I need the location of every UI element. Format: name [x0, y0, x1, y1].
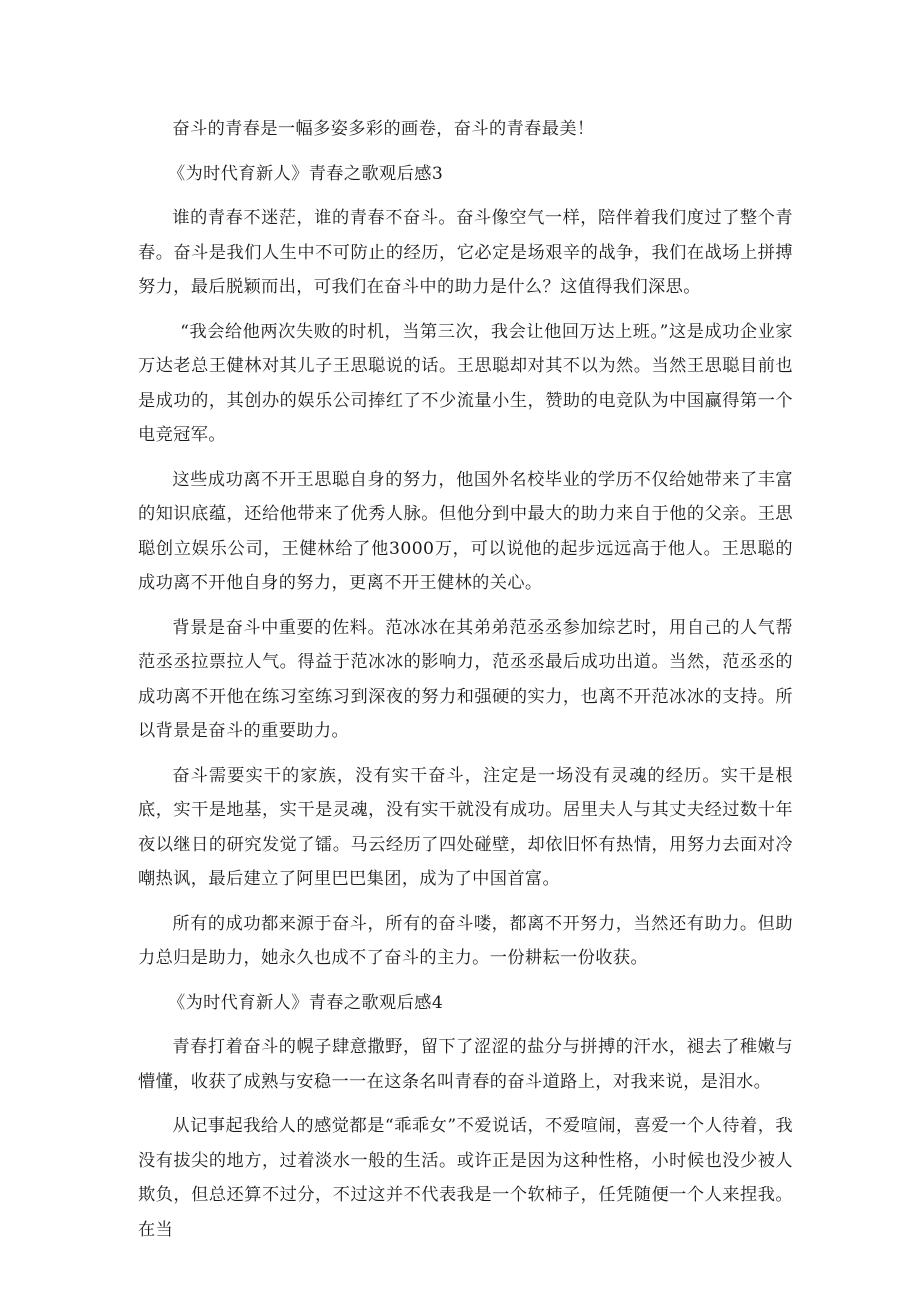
essay-heading-3: 《为时代育新人》青春之歌观后感3 — [168, 163, 444, 184]
essay-heading-4: 《为时代育新人》青春之歌观后感4 — [168, 992, 444, 1013]
paragraph: 所有的成功都来源于奋斗，所有的奋斗喽，都离不开努力，当然还有助力。但助力总归是助力，她永久也成不了奋斗的主力。一份耕耘一份收获。 — [138, 913, 793, 968]
paragraph: 奋斗需要实干的家族，没有实干奋斗，注定是一场没有灵魂的经历。实干是根底，实干是地基，实干是灵魂，没有实干就没有成功。居里夫人与其丈夫经过数十年夜以继日的研究发觉了镭。马云经历了四处碰壁，却依旧怀有热情，用努力去面对冷嘲热讽，最后建立了阿里巴巴集团，成为了中国首富。 — [138, 765, 793, 889]
paragraph-quote: “我会给他两次失败的时机，当第三次，我会让他回万达上班。”这是成功企业家万达老总王健林对其儿子王思聪说的话。王思聪却对其不以为然。当然王思聪目前也是成功的，其创办的娱乐公司捧红了不少流量小生，赞助的电竞队为中国赢得第一个电竞冠军。 — [138, 321, 793, 445]
paragraph-closing-line: 奋斗的青春是一幅多姿多彩的画卷，奋斗的青春最美！ — [172, 119, 595, 139]
paragraph: 背景是奋斗中重要的佐料。范冰冰在其弟弟范丞丞参加综艺时，用自己的人气帮范丞丞拉票拉人气。得益于范冰冰的影响力，范丞丞最后成功出道。当然，范丞丞的成功离不开他在练习室练习到深夜的努力和强硬的实力，也离不开范冰冰的支持。所以背景是奋斗的重要助力。 — [138, 617, 793, 741]
paragraph: 谁的青春不迷茫，谁的青春不奋斗。奋斗像空气一样，陪伴着我们度过了整个青春。奋斗是我们人生中不可防止的经历，它必定是场艰辛的战争，我们在战场上拼搏努力，最后脱颖而出，可我们在奋斗中的助力是什么？这值得我们深思。 — [138, 208, 793, 297]
paragraph: 从记事起我给人的感觉都是“乖乖女”不爱说话，不爱喧闹，喜爱一个人待着，我没有拔尖的地方，过着淡水一般的生活。或许正是因为这种性格，小时候也没少被人欺负，但总还算不过分，不过这并不代表我是一个软柿子，任凭随便一个人来捏我。在当 — [138, 1116, 793, 1240]
paragraph: 青春打着奋斗的幌子肆意撒野，留下了涩涩的盐分与拼搏的汗水，褪去了稚嫩与懵懂，收获了成熟与安稳一一在这条名叫青春的奋斗道路上，对我来说，是泪水。 — [138, 1037, 793, 1092]
paragraph: 这些成功离不开王思聪自身的努力，他国外名校毕业的学历不仅给她带来了丰富的知识底蕴，还给他带来了优秀人脉。但他分到中最大的助力来自于他的父亲。王思聪创立娱乐公司，王健林给了他3000万，可以说他的起步远远高于他人。王思聪的成功离不开他自身的努力，更离不开王健林的关心。 — [138, 469, 793, 593]
document-body — [138, 112, 793, 1257]
